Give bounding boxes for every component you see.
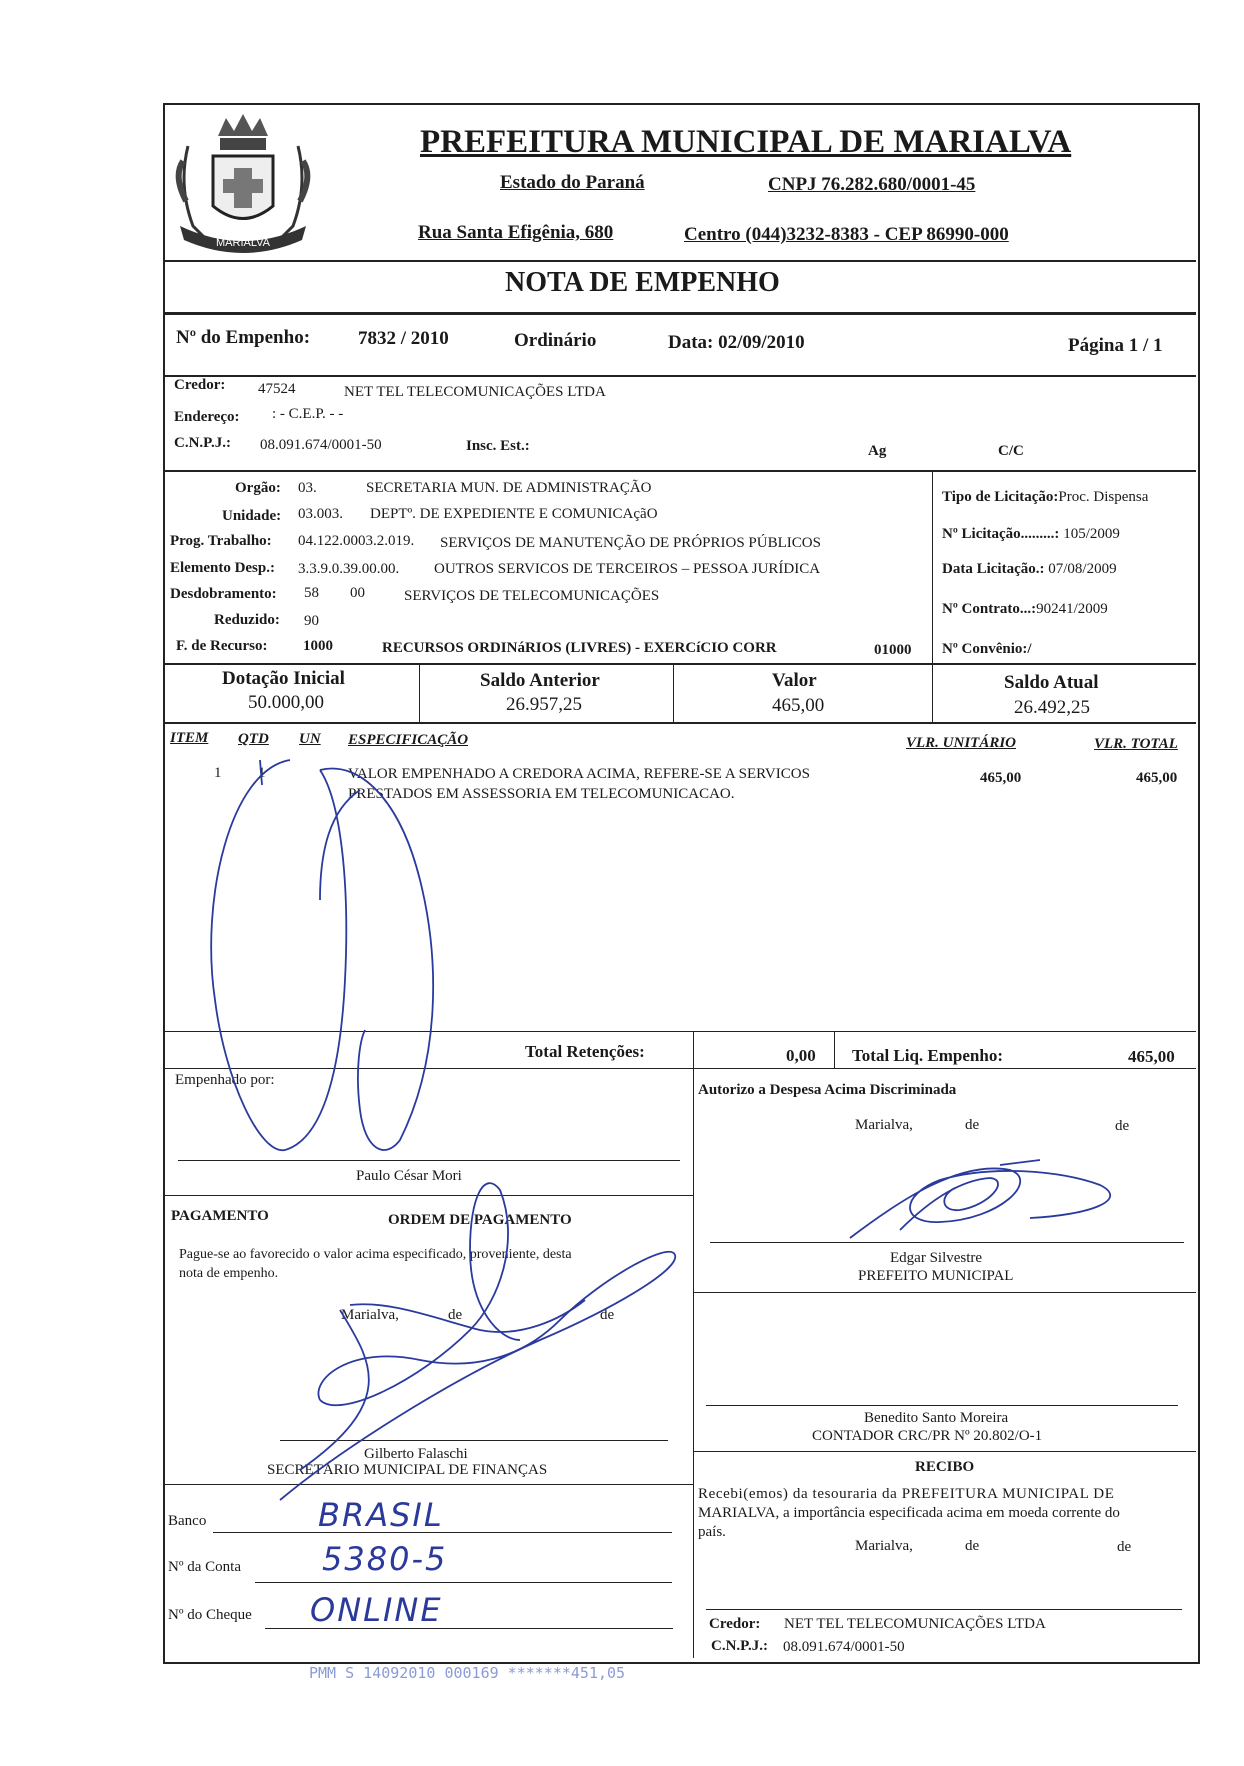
divider [693,1451,1196,1452]
unidade-label: Unidade: [222,508,282,524]
divider [165,663,1196,665]
conta-value: 5380-5 [322,1540,448,1578]
signature-line [706,1405,1178,1406]
conta-corrente-label: C/C [998,443,1024,459]
prog-trabalho-desc: SERVIÇOS DE MANUTENÇÃO DE PRÓPRIOS PÚBLICOS [440,535,821,551]
autorizo-city: Marialva, [855,1117,913,1133]
pagamento-de2: de [600,1307,615,1323]
dotacao-label: Dotação Inicial [222,668,345,689]
col-especificacao: ESPECIFICAÇÃO [348,732,469,748]
contador-name: Benedito Santo Moreira [864,1410,1009,1426]
retencoes-label: Total Retenções: [525,1042,645,1061]
conta-line [255,1582,672,1583]
desdobramento-desc: SERVIÇOS DE TELECOMUNICAÇÕES [404,588,660,604]
credor-cnpj-label: C.N.P.J.: [174,435,231,451]
empenhado-signer: Paulo César Mori [356,1168,462,1184]
num-licitacao-label: Nº Licitação.........: 105/2009 [942,526,1120,542]
recibo-city: Marialva, [855,1538,913,1554]
cheque-label: Nº do Cheque [168,1607,252,1623]
divider [165,312,1196,315]
recibo-de1: de [965,1538,980,1554]
recibo-de2: de [1117,1539,1132,1555]
page-indicator: Página 1 / 1 [1068,335,1163,356]
recurso-code2: 01000 [874,642,912,658]
divider [165,470,1196,472]
divider [165,1195,693,1196]
contrato-label: Nº Contrato...:90241/2009 [942,601,1108,617]
signature-line [178,1160,680,1161]
valor-value: 465,00 [772,695,825,716]
pagamento-city: Marialva, [341,1307,399,1323]
contador-role: CONTADOR CRC/PR Nº 20.802/O-1 [812,1428,1043,1444]
divider [419,664,420,722]
pagamento-text-line1: Pague-se ao favorecido o valor acima especificado, proveniente, desta [179,1247,572,1262]
data-licitacao-value: 07/08/2009 [1048,561,1117,577]
ordem-pagamento-label: ORDEM DE PAGAMENTO [388,1212,572,1228]
orgao-label: Orgão: [235,480,281,496]
item-desc-line1: VALOR EMPENHADO A CREDORA ACIMA, REFERE-SE A SERVICOS [348,766,810,782]
recurso-label: F. de Recurso: [176,638,268,654]
credor-cnpj-value: 08.091.674/0001-50 [260,437,382,453]
desdobramento-code: 58 [304,585,319,601]
recibo-line2: MARIALVA, a importância especificada acima em moeda corrente do [698,1505,1120,1521]
recurso-code: 1000 [303,638,333,654]
recibo-title: RECIBO [915,1459,975,1475]
recibo-line3: país. [698,1524,726,1540]
banco-label: Banco [168,1513,207,1529]
divider [693,1292,1196,1293]
recibo-cnpj-label: C.N.P.J.: [711,1638,768,1654]
valor-label: Valor [772,670,817,691]
unidade-code: 03.003. [298,506,343,522]
divider [932,664,933,722]
saldo-atual-value: 26.492,25 [1014,697,1090,718]
item-desc-line2: PRESTADOS EM ASSESSORIA EM TELECOMUNICACAO. [348,786,735,802]
address-label: Endereço: [174,409,240,425]
item-unit-value: 465,00 [980,770,1022,786]
secretario-role: SECRETÁRIO MUNICIPAL DE FINANÇAS [267,1462,548,1478]
banco-value: BRASIL [318,1496,444,1534]
divider [165,722,1196,724]
cheque-value: ONLINE [310,1591,443,1629]
col-valor-unitario: VLR. UNITÁRIO [906,735,1017,751]
recurso-desc: RECURSOS ORDINáRIOS (LIVRES) - EXERCíCIO CORR [382,640,777,656]
autorizo-de2: de [1115,1118,1130,1134]
prog-trabalho-label: Prog. Trabalho: [170,533,272,549]
recibo-credor-name: NET TEL TELECOMUNICAÇÕES LTDA [784,1616,1046,1632]
prog-trabalho-code: 04.122.0003.2.019. [298,533,415,549]
divider [165,375,1196,377]
contrato-value: 90241/2009 [1036,601,1108,617]
item-total-value: 465,00 [1136,770,1178,786]
agencia-label: Ag [868,443,887,459]
state-name: Estado do Paraná [500,172,645,193]
reduzido-value: 90 [304,613,319,629]
tipo-licitacao-value: Proc. Dispensa [1058,489,1149,505]
empenho-label: Nº do Empenho: [176,327,311,348]
tipo-licitacao-label: Tipo de Licitação:Proc. Dispensa [942,489,1149,505]
empenhado-label: Empenhado por: [175,1072,275,1088]
contact-line: Centro (044)3232-8383 - CEP 86990-000 [684,224,1009,245]
saldo-atual-label: Saldo Atual [1004,672,1099,693]
data-licitacao-label: Data Licitação.: 07/08/2009 [942,561,1117,577]
conta-label: Nº da Conta [168,1559,241,1575]
address-value: : - C.E.P. - - [272,406,344,422]
divider [932,471,933,663]
document-title: NOTA DE EMPENHO [505,267,780,298]
col-item: ITEM [170,730,209,746]
street-address: Rua Santa Efigênia, 680 [418,222,614,243]
liq-empenho-value: 465,00 [1128,1047,1175,1066]
processing-stamp: PMM S 14092010 000169 *******451,05 [309,1664,626,1682]
saldo-anterior-label: Saldo Anterior [480,670,600,691]
divider [673,664,674,722]
divider [165,1484,693,1485]
orgao-desc: SECRETARIA MUN. DE ADMINISTRAÇÃO [366,480,652,496]
retencoes-value: 0,00 [786,1046,816,1065]
autorizo-label: Autorizo a Despesa Acima Discriminada [698,1082,957,1098]
liq-empenho-label: Total Liq. Empenho: [852,1046,1003,1065]
municipal-crest-icon [168,106,318,261]
empenho-number: 7832 / 2010 [358,328,449,349]
signature-line [280,1440,668,1441]
pagamento-text-line2: nota de empenho. [179,1266,279,1281]
unidade-desc: DEPTº. DE EXPEDIENTE E COMUNICAçãO [370,506,658,522]
orgao-code: 03. [298,480,317,496]
elemento-desc: OUTROS SERVICOS DE TERCEIROS – PESSOA JURÍDICA [434,561,821,577]
secretario-name: Gilberto Falaschi [364,1446,468,1462]
signature-line [706,1609,1182,1610]
divider [693,1032,694,1068]
empenho-date: Data: 02/09/2010 [668,332,805,353]
col-un: UN [299,731,321,747]
divider [165,1031,1196,1032]
credor-label: Credor: [174,377,226,393]
item-number: 1 [214,765,222,781]
pagamento-de1: de [448,1307,463,1323]
convenio-label: Nº Convênio:/ [942,641,1032,657]
recibo-cnpj-value: 08.091.674/0001-50 [783,1639,905,1655]
credor-code: 47524 [258,381,296,397]
pagamento-label: PAGAMENTO [171,1208,269,1224]
num-licitacao-value: 105/2009 [1063,526,1120,542]
prefeito-role: PREFEITO MUNICIPAL [858,1268,1014,1284]
divider [693,1068,694,1658]
saldo-anterior-value: 26.957,25 [506,694,582,715]
recibo-line1: Recebi(emos) da tesouraria da PREFEITURA MUNICIPAL DE [698,1486,1115,1502]
municipality-title: PREFEITURA MUNICIPAL DE MARIALVA [420,124,1072,160]
empenho-type: Ordinário [514,330,597,351]
divider [834,1032,835,1068]
svg-text:MARIALVA: MARIALVA [216,237,270,249]
autorizo-de1: de [965,1117,980,1133]
recibo-credor-label: Credor: [709,1616,761,1632]
col-qtd: QTD [238,731,269,747]
divider [165,260,1196,262]
elemento-code: 3.3.9.0.39.00.00. [298,561,400,577]
col-valor-total: VLR. TOTAL [1094,736,1178,752]
signature-line [710,1242,1184,1243]
desdobramento-label: Desdobramento: [170,586,277,602]
item-qtd: 1 [258,765,266,781]
dotacao-value: 50.000,00 [248,692,324,713]
elemento-label: Elemento Desp.: [170,560,275,576]
reduzido-label: Reduzido: [214,612,280,628]
divider [165,1068,1196,1069]
credor-name: NET TEL TELECOMUNICAÇÕES LTDA [344,384,606,400]
insc-est-label: Insc. Est.: [466,438,530,454]
prefeito-name: Edgar Silvestre [890,1250,983,1266]
cnpj-header: CNPJ 76.282.680/0001-45 [768,174,976,195]
desdobramento-code2: 00 [350,585,365,601]
